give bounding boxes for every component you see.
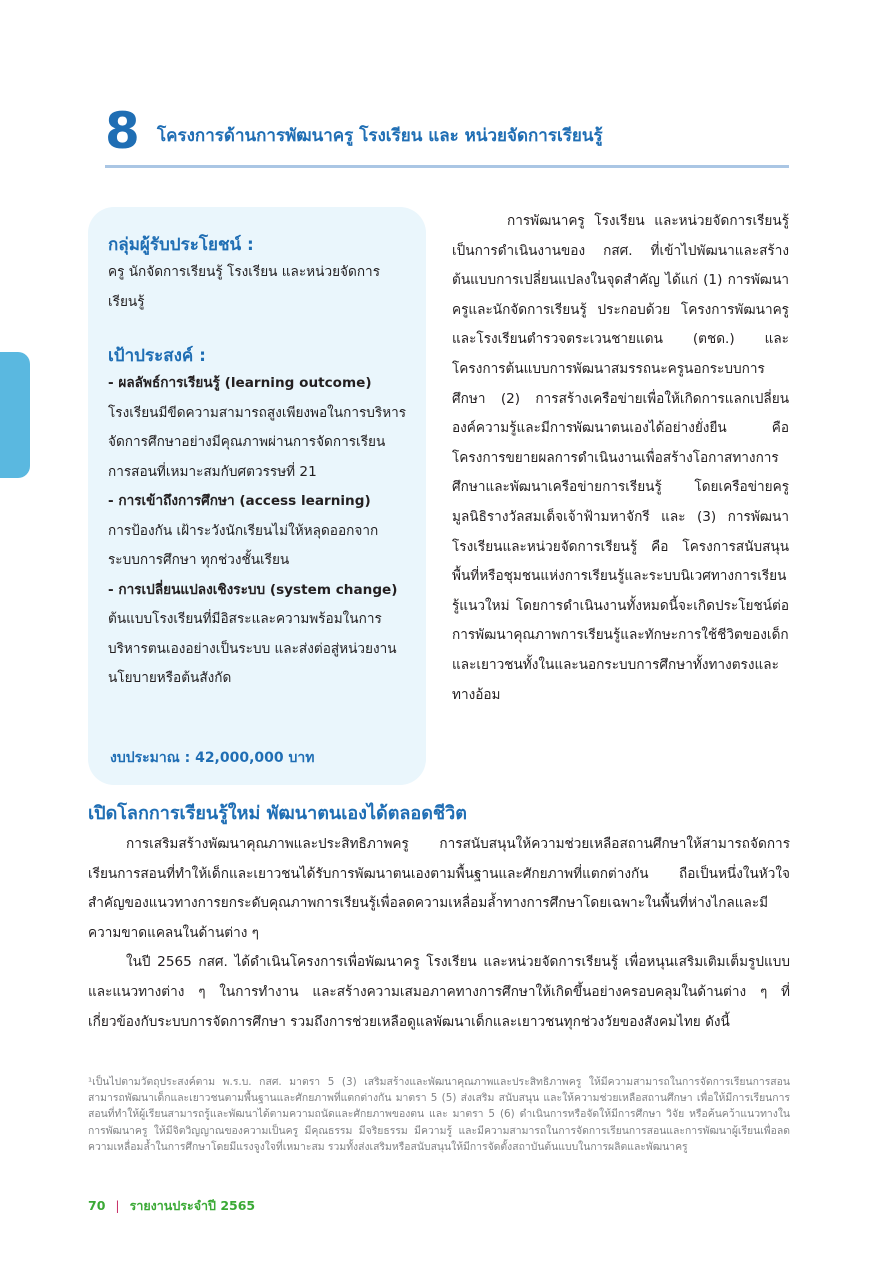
- intro-column: [452, 207, 789, 710]
- objectives-heading: เป้าประสงค์ :: [108, 346, 206, 366]
- objective-text: โรงเรียนมีขีดความสามารถสูงเพียงพอในการบริหารจัดการศึกษาอย่างมีคุณภาพผ่านการจัดการเรียนการสอนที่เหมาะสมกับศตวรรษที่ 21: [108, 404, 407, 480]
- objective-label: - การเปลี่ยนแปลงเชิงระบบ (system change): [108, 581, 398, 598]
- page-footer: [88, 1196, 255, 1216]
- body-paragraph: ในปี 2565 กสศ. ได้ดำเนินโครงการเพื่อพัฒนาครู โรงเรียน และหน่วยจัดการเรียนรู้ เพื่อหนุนเสริมเติมเต็มรูปแบบและแนวทางต่าง ๆ ในการทำงาน และสร้างความเสมอภาคทางการศึกษาให้เกิดขึ้นอย่างครอบคลุมในด้านต่าง ๆ ที่เกี่ยวข้องกับระบบการจัดการศึกษา รวมถึงการช่วยเหลือดูแลพัฒนาเด็กและเยาวชนทุกช่วงวัยของสังคมไทย ดังนี้: [88, 954, 790, 1030]
- objective-text: ต้นแบบโรงเรียนที่มีอิสระและความพร้อมในการบริหารตนเองอย่างเป็นระบบ และส่งต่อสู่หน่วยงานนโยบายหรือต้นสังกัด: [108, 611, 397, 686]
- body-paragraph: การเสริมสร้างพัฒนาคุณภาพและประสิทธิภาพครู การสนับสนุนให้ความช่วยเหลือสถานศึกษาให้สามารถจัดการเรียนการสอนที่ทำให้เด็กและเยาวชนได้รับการพัฒนาตนเองตามพื้นฐานและศักยภาพที่แตกต่างกัน ถือเป็นหนึ่งในหัวใจสำคัญของแนวทางการยกระดับคุณภาพการเรียนรู้เพื่อลดความเหลื่อมล้ำทางการศึกษาโดยเฉพาะในพื้นที่ห่างไกลและมีความขาดแคลนในด้านต่าง ๆ: [88, 836, 790, 941]
- report-title: รายงานประจำปี 2565: [129, 1198, 256, 1213]
- intro-paragraph: การพัฒนาครู โรงเรียน และหน่วยจัดการเรียนรู้ เป็นการดำเนินงานของ กสศ. ที่เข้าไปพัฒนาและสร้างต้นแบบการเปลี่ยนแปลงในจุดสำคัญ ได้แก่ (1) การพัฒนาครูและนักจัดการเรียนรู้ ประกอบด้วย โครงการพัฒนาครูและโรงเรียนตำรวจตระเวนชายแดน (ตชด.) และโครงการต้นแบบการพัฒนาสมรรถนะครูนอกระบบการศึกษา (2) การสร้างเครือข่ายเพื่อให้เกิดการแลกเปลี่ยนองค์ความรู้และมีการพัฒนาตนเองได้อย่างยั่งยืน คือ โครงการขยายผลการดำเนินงานเพื่อสร้างโอกาสทางการศึกษาและพัฒนาเครือข่ายการเรียนรู้ โดยเครือข่ายครูมูลนิธิรางวัลสมเด็จเจ้าฟ้ามหาจักรี และ (3) การพัฒนาโรงเรียนและหน่วยจัดการเรียนรู้ คือ โครงการสนับสนุนพื้นที่หรือชุมชนแห่งการเรียนรู้และระบบนิเวศทางการเรียนรู้แนวใหม่ โดยการดำเนินงานทั้งหมดนี้จะเกิดประโยชน์ต่อการพัฒนาคุณภาพการเรียนรู้และทักษะการใช้ชีวิตของเด็กและเยาวชนทั้งในและนอกระบบการศึกษาทั้งทางตรงและทางอ้อม: [452, 213, 789, 703]
- section-heading: เปิดโลกการเรียนรู้ใหม่ พัฒนาตนเองได้ตลอดชีวิต: [88, 803, 467, 824]
- objective-label: - การเข้าถึงการศึกษา (access learning): [108, 493, 371, 509]
- beneficiaries-heading: กลุ่มผู้รับประโยชน์ :: [108, 235, 254, 255]
- section-side-tab: [0, 352, 30, 478]
- budget-text: งบประมาณ : 42,000,000 บาท: [110, 750, 315, 766]
- info-box: [88, 207, 426, 785]
- chapter-header: [105, 102, 790, 168]
- info-box-content: [108, 232, 408, 694]
- objective-label: - ผลลัพธ์การเรียนรู้ (learning outcome): [108, 375, 372, 391]
- header-divider: [105, 165, 789, 168]
- chapter-title: โครงการด้านการพัฒนาครู โรงเรียน และ หน่วยจัดการเรียนรู้: [157, 126, 603, 146]
- objective-text: การป้องกัน เฝ้าระวังนักเรียนไม่ให้หลุดออกจากระบบการศึกษา ทุกช่วงชั้นเรียน: [108, 522, 379, 568]
- footnote: ¹เป็นไปตามวัตถุประสงค์ตาม พ.ร.บ. กสศ. มาตรา 5 (3) เสริมสร้างและพัฒนาคุณภาพและประสิทธิภาพครู ให้มีความสามารถในการจัดการเรียนการสอน สามารถพัฒนาเด็กและเยาวชนตามพื้นฐานและศักยภาพที่แตกต่างกัน มาตรา 5 (5) ส่งเสริม สนับสนุน และให้ความช่วยเหลือสถานศึกษา เพื่อให้มีการเรียนการสอนที่ทำให้ผู้เรียนสามารถรู้และพัฒนาได้ตามความถนัดและศักยภาพของตน และ มาตรา 5 (6) ดำเนินการหรือจัดให้มีการศึกษา วิจัย หรือค้นคว้าแนวทางในการพัฒนาครู ให้มีจิตวิญญาณของความเป็นครู มีคุณธรรม มีจริยธรรม มีความรู้ และมีความสามารถในการจัดการเรียนการสอนและการพัฒนาผู้เรียนเพื่อลดความเหลื่อมล้ำในการศึกษาโดยมีแรงจูงใจที่เหมาะสม รวมทั้งส่งเสริมหรือสนับสนุนให้มีการจัดตั้งสถาบันต้นแบบในการผลิตและพัฒนาครู: [88, 1076, 790, 1153]
- page-number: 70: [88, 1198, 106, 1213]
- beneficiaries-text: ครู นักจัดการเรียนรู้ โรงเรียน และหน่วยจัดการเรียนรู้: [108, 264, 380, 310]
- footer-separator: |: [115, 1198, 120, 1213]
- chapter-number: 8: [105, 102, 140, 160]
- section-body: [88, 830, 790, 1037]
